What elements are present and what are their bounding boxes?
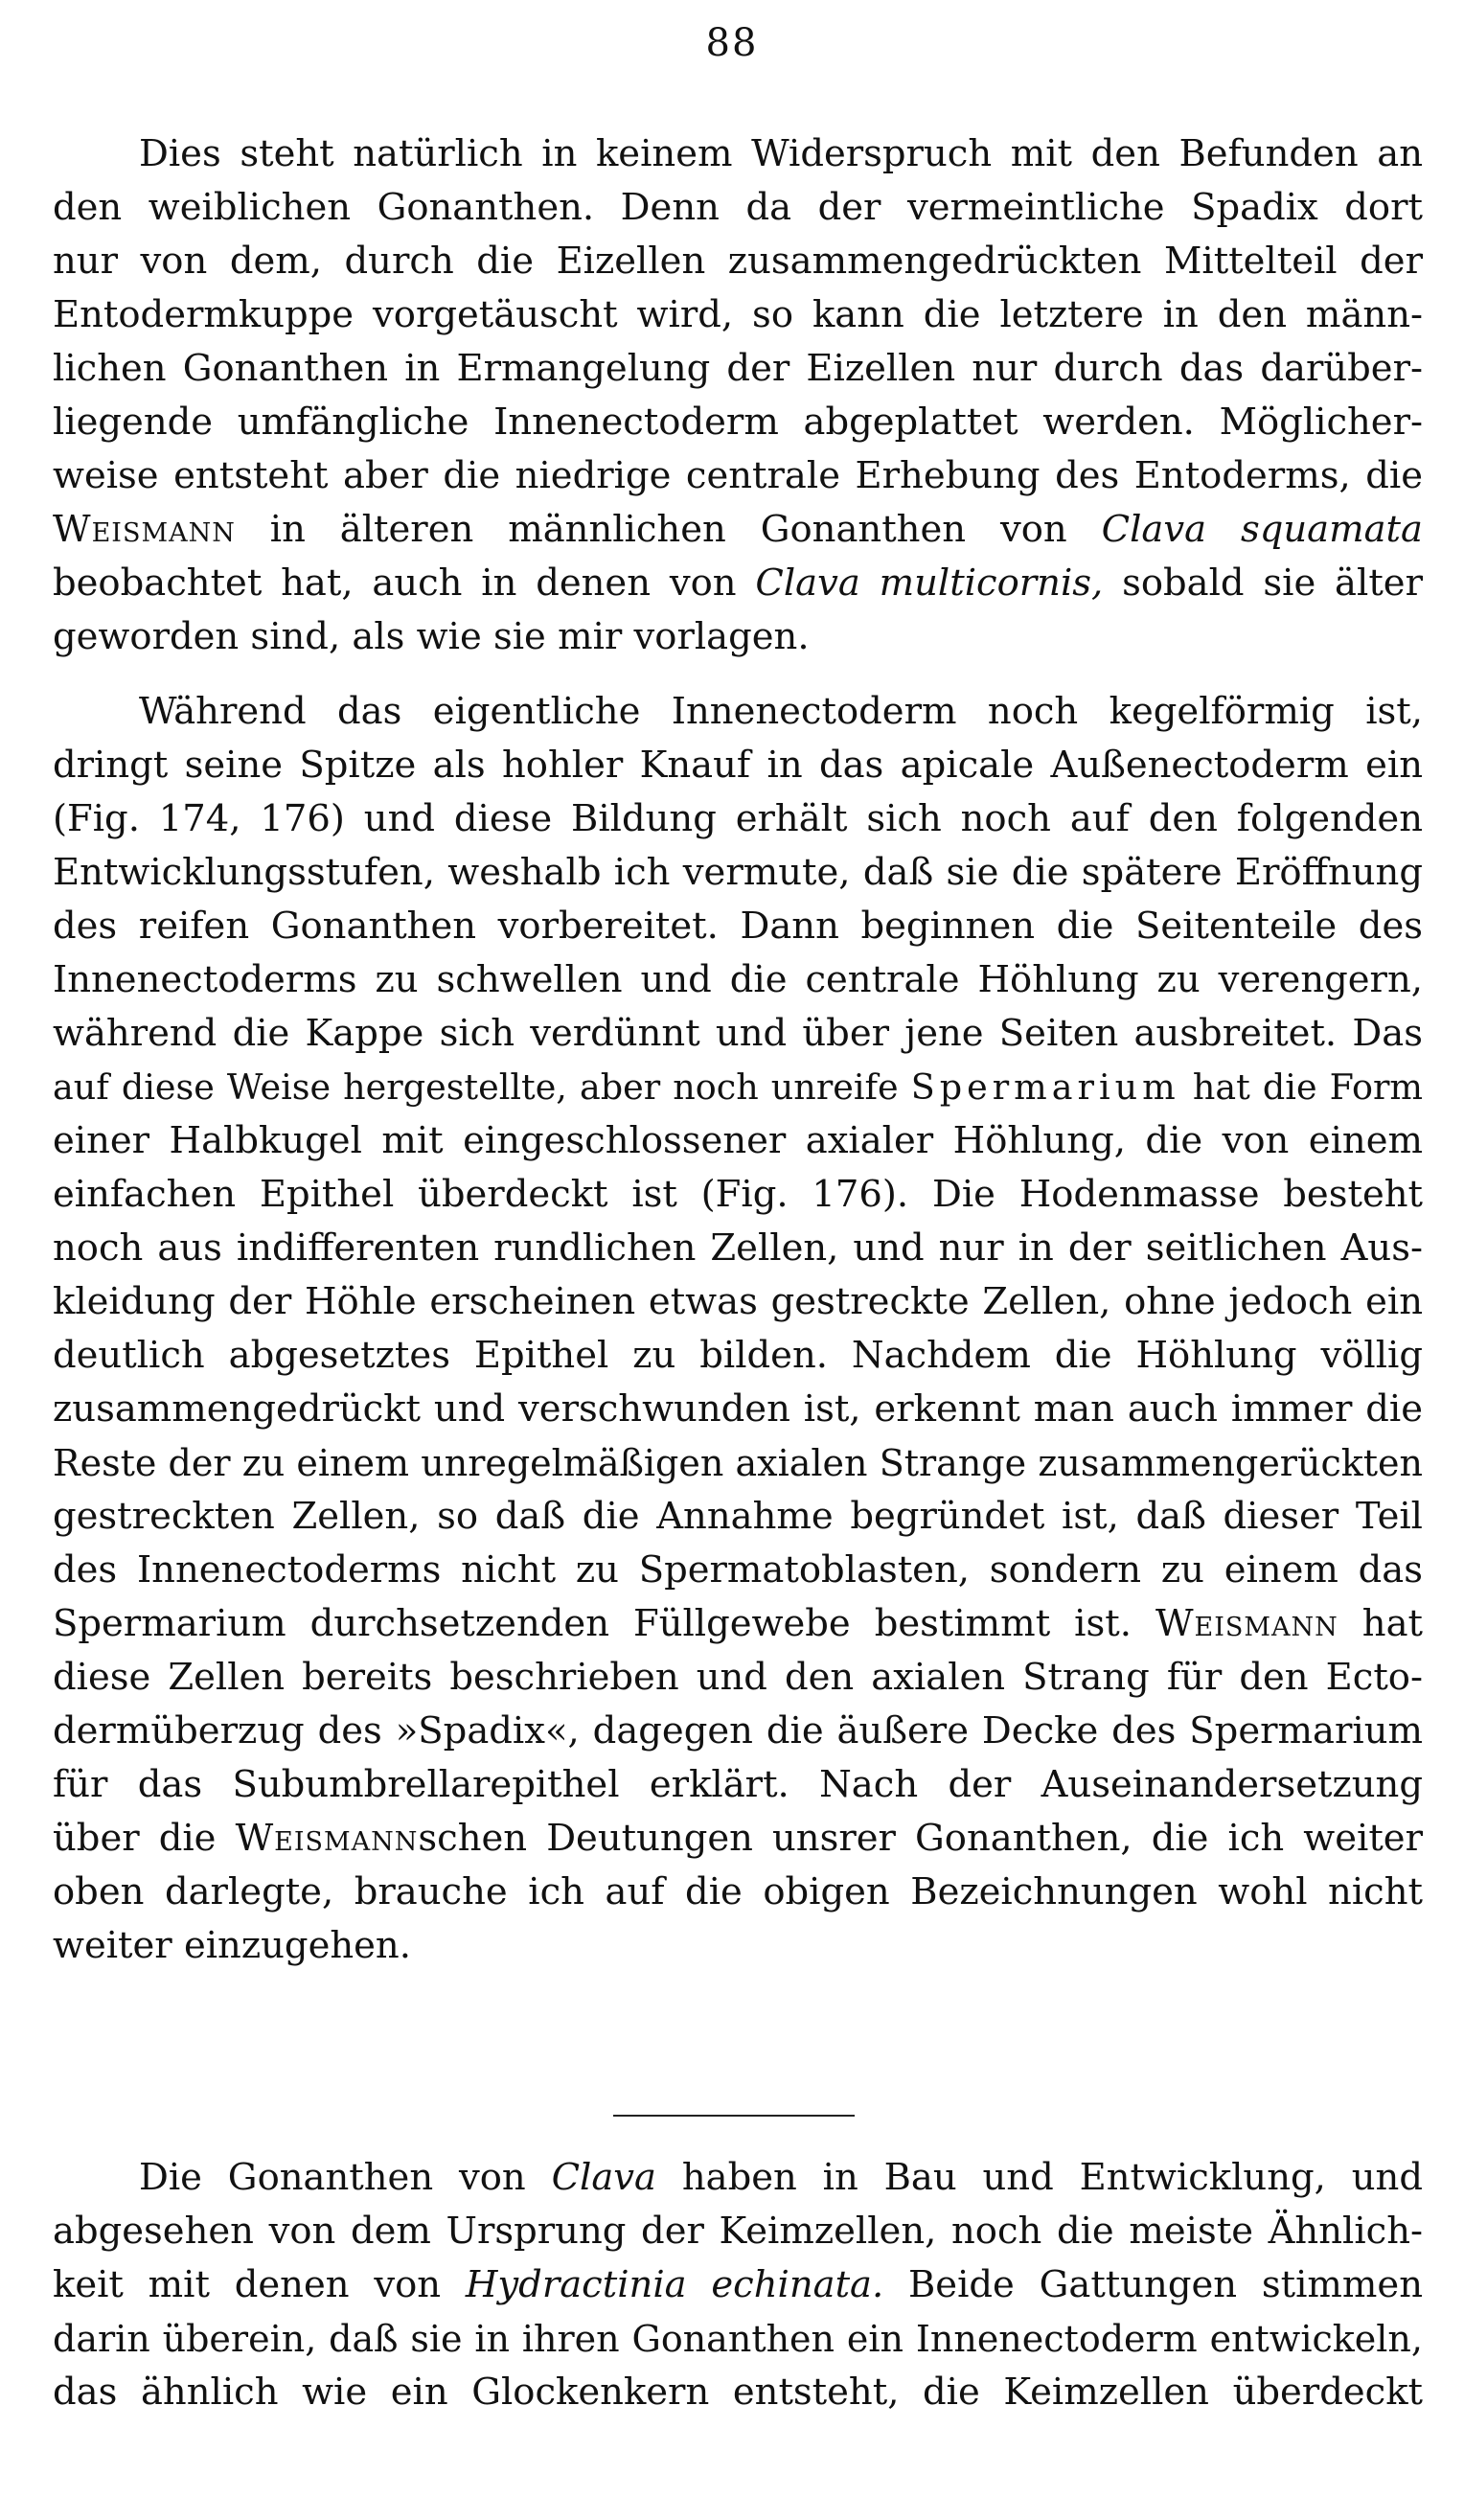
text-line xyxy=(53,2258,1423,2312)
text-line: dringt seine Spitze als hohler Knauf in das apicale Außenectoderm ein xyxy=(53,744,1423,787)
text-line: während die Kappe sich verdünnt und über jene Seiten ausbreitet. Das xyxy=(53,1012,1423,1055)
text-line: den weiblichen Gonanthen. Denn da der vermeintliche Spadix dort xyxy=(53,186,1423,229)
author-name: Weismann xyxy=(53,508,236,551)
text-line xyxy=(53,1061,1423,1114)
text-line: oben darlegte, brauche ich auf die obigen Bezeichnungen wohl nicht xyxy=(53,1870,1423,1913)
text-line: geworden sind, als wie sie mir vorlagen. xyxy=(53,615,810,658)
text-line: liegende umfängliche Innenectoderm abgeplattet werden. Möglicher- xyxy=(53,401,1423,444)
text-run: hat die Form xyxy=(1179,1066,1423,1108)
author-name: Weismann xyxy=(235,1817,419,1860)
spaced-term: Spermarium xyxy=(910,1066,1180,1108)
text-line: (Fig. 174, 176) und diese Bildung erhält sich noch auf den folgenden xyxy=(53,797,1423,840)
text-line: kleidung der Höhle erscheinen etwas gestreckte Zellen, ohne jedoch ein xyxy=(53,1280,1423,1323)
text-line xyxy=(53,503,1423,557)
text-run: sobald sie älter xyxy=(1103,561,1423,605)
text-line: dermüberzug des »Spadix«, dagegen die äußere Decke des Spermarium xyxy=(53,1709,1423,1753)
text-line: abgesehen von dem Ursprung der Keimzellen, noch die meiste Ähnlich- xyxy=(53,2210,1423,2253)
text-line: weiter einzugehen. xyxy=(53,1924,411,1967)
text-line: zusammengedrückt und verschwunden ist, erkennt man auch immer die xyxy=(53,1387,1423,1431)
text-line: Entodermkuppe vorgetäuscht wird, so kann die letztere in den männ- xyxy=(53,293,1423,336)
text-line xyxy=(53,1597,1423,1651)
section-divider xyxy=(613,2115,855,2117)
text-line: einfachen Epithel überdeckt ist (Fig. 176). Die Hodenmasse besteht xyxy=(53,1173,1423,1216)
text-line: des reifen Gonanthen vorbereitet. Dann beginnen die Seitenteile des xyxy=(53,905,1423,948)
text-run: in älteren männlichen Gonanthen von xyxy=(235,508,1102,551)
text-line: lichen Gonanthen in Ermangelung der Eizellen nur durch das darüber- xyxy=(53,347,1423,390)
text-run: Beide Gattungen stimmen xyxy=(883,2263,1423,2306)
page-number: 88 xyxy=(705,21,759,65)
text-line xyxy=(139,2151,1423,2205)
text-line: darin überein, daß sie in ihren Gonanthen ein Innenectoderm entwickeln, xyxy=(53,2318,1423,2360)
species-name: Hydractinia echinata. xyxy=(465,2263,884,2306)
text-run: Die Gonanthen von xyxy=(139,2156,552,2199)
text-run: keit mit denen von xyxy=(53,2263,466,2306)
text-line: nur von dem, durch die Eizellen zusammengedrückten Mittelteil der xyxy=(53,240,1423,283)
text-line: Reste der zu einem unregelmäßigen axialen Strange zusammengerückten xyxy=(53,1442,1423,1484)
text-line: das ähnlich wie ein Glockenkern entsteht, die Keimzellen überdeckt xyxy=(53,2371,1423,2414)
text-line: deutlich abgesetztes Epithel zu bilden. Nachdem die Höhlung völlig xyxy=(53,1334,1423,1377)
text-line xyxy=(53,557,1423,610)
text-line: weise entsteht aber die niedrige centrale Erhebung des Entoderms, die xyxy=(53,454,1423,497)
genus-name: Clava xyxy=(551,2156,656,2199)
species-name: Clava squamata xyxy=(1101,508,1423,551)
text-run: hat xyxy=(1338,1602,1423,1645)
text-line: Dies steht natürlich in keinem Widerspruch mit den Befunden an xyxy=(139,132,1423,175)
text-run: auf diese Weise hergestellte, aber noch unreife xyxy=(53,1066,911,1108)
text-run: schen Deutungen unsrer Gonanthen, die ich weiter xyxy=(418,1817,1423,1860)
text-line: noch aus indifferenten rundlichen Zellen, und nur in der seitlichen Aus- xyxy=(53,1226,1423,1270)
text-line: einer Halbkugel mit eingeschlossener axialer Höhlung, die von einem xyxy=(53,1119,1423,1162)
text-line: gestreckten Zellen, so daß die Annahme begründet ist, daß dieser Teil xyxy=(53,1495,1423,1538)
text-run: über die xyxy=(53,1817,236,1860)
author-name: Weismann xyxy=(1155,1602,1338,1645)
text-line: für das Subumbrellarepithel erklärt. Nach der Auseinandersetzung xyxy=(53,1763,1423,1806)
species-name: Clava multicornis, xyxy=(755,561,1104,605)
text-line: diese Zellen bereits beschrieben und den axialen Strang für den Ecto- xyxy=(53,1656,1423,1699)
text-line: Innenectoderms zu schwellen und die centrale Höhlung zu verengern, xyxy=(53,958,1423,1001)
text-line: Entwicklungsstufen, weshalb ich vermute, daß sie die spätere Eröffnung xyxy=(53,851,1423,894)
text-line: des Innenectoderms nicht zu Spermatoblasten, sondern zu einem das xyxy=(53,1548,1423,1592)
text-run: beobachtet hat, auch in denen von xyxy=(53,561,756,605)
text-line: Während das eigentliche Innenectoderm noch kegelförmig ist, xyxy=(139,690,1423,733)
text-run: Spermarium durchsetzenden Füllgewebe bestimmt ist. xyxy=(53,1602,1155,1645)
text-line xyxy=(53,1812,1423,1866)
text-run: haben in Bau und Entwicklung, und xyxy=(656,2156,1423,2199)
